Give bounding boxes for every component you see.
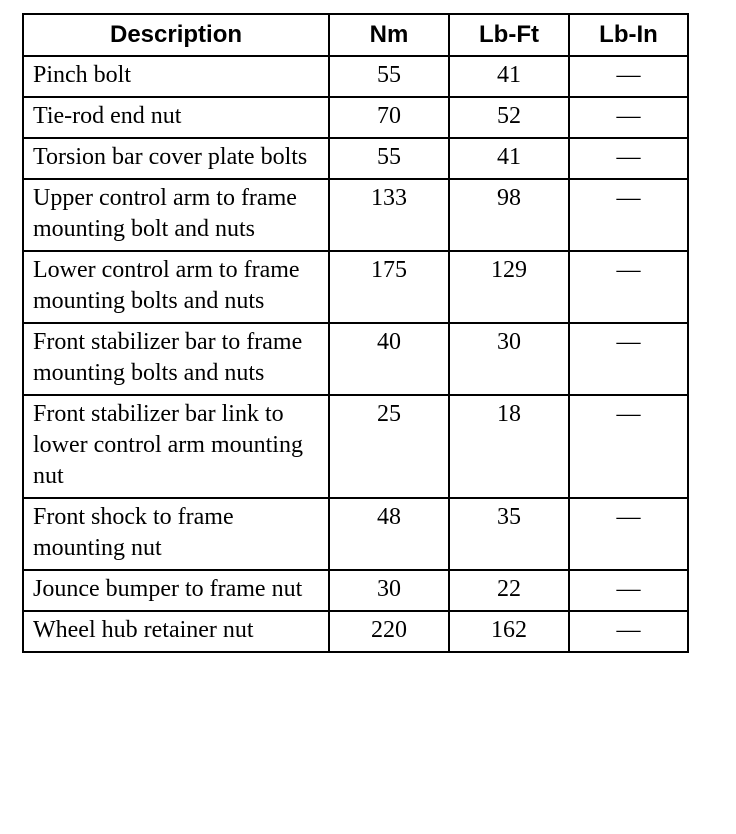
row-lb-ft: 35	[449, 498, 569, 570]
row-nm: 70	[329, 97, 449, 138]
row-lb-in: —	[569, 97, 688, 138]
row-description: Jounce bumper to frame nut	[23, 570, 329, 611]
row-nm: 133	[329, 179, 449, 251]
row-lb-ft: 22	[449, 570, 569, 611]
row-description: Lower control arm to frame mounting bolts and nuts	[23, 251, 329, 323]
row-lb-ft: 162	[449, 611, 569, 652]
header-description: Description	[23, 14, 329, 56]
row-nm: 55	[329, 56, 449, 97]
row-lb-in: —	[569, 179, 688, 251]
row-lb-in: —	[569, 498, 688, 570]
row-nm: 55	[329, 138, 449, 179]
table-row	[23, 570, 688, 611]
row-description: Front stabilizer bar to frame mounting bolts and nuts	[23, 323, 329, 395]
header-lb-ft: Lb-Ft	[449, 14, 569, 56]
table-row	[23, 138, 688, 179]
row-nm: 40	[329, 323, 449, 395]
header-row	[23, 14, 688, 56]
header-lb-in: Lb-In	[569, 14, 688, 56]
row-lb-ft: 30	[449, 323, 569, 395]
row-lb-in: —	[569, 138, 688, 179]
table-row	[23, 179, 688, 251]
torque-specification-table	[22, 13, 689, 653]
row-nm: 30	[329, 570, 449, 611]
table-row	[23, 56, 688, 97]
row-description: Tie-rod end nut	[23, 97, 329, 138]
row-description: Torsion bar cover plate bolts	[23, 138, 329, 179]
row-lb-ft: 98	[449, 179, 569, 251]
row-lb-in: —	[569, 323, 688, 395]
header-nm: Nm	[329, 14, 449, 56]
row-lb-in: —	[569, 251, 688, 323]
row-lb-in: —	[569, 611, 688, 652]
row-lb-ft: 52	[449, 97, 569, 138]
table-row	[23, 395, 688, 498]
row-lb-in: —	[569, 56, 688, 97]
table-row	[23, 251, 688, 323]
table-row	[23, 498, 688, 570]
row-description: Wheel hub retainer nut	[23, 611, 329, 652]
table-row	[23, 323, 688, 395]
row-nm: 175	[329, 251, 449, 323]
row-description: Pinch bolt	[23, 56, 329, 97]
row-lb-ft: 41	[449, 56, 569, 97]
row-nm: 25	[329, 395, 449, 498]
row-lb-ft: 41	[449, 138, 569, 179]
table-row	[23, 611, 688, 652]
row-description: Upper control arm to frame mounting bolt and nuts	[23, 179, 329, 251]
row-lb-in: —	[569, 570, 688, 611]
row-nm: 220	[329, 611, 449, 652]
row-nm: 48	[329, 498, 449, 570]
row-lb-in: —	[569, 395, 688, 498]
row-description: Front stabilizer bar link to lower control arm mounting nut	[23, 395, 329, 498]
row-description: Front shock to frame mounting nut	[23, 498, 329, 570]
table-row	[23, 97, 688, 138]
row-lb-ft: 18	[449, 395, 569, 498]
row-lb-ft: 129	[449, 251, 569, 323]
